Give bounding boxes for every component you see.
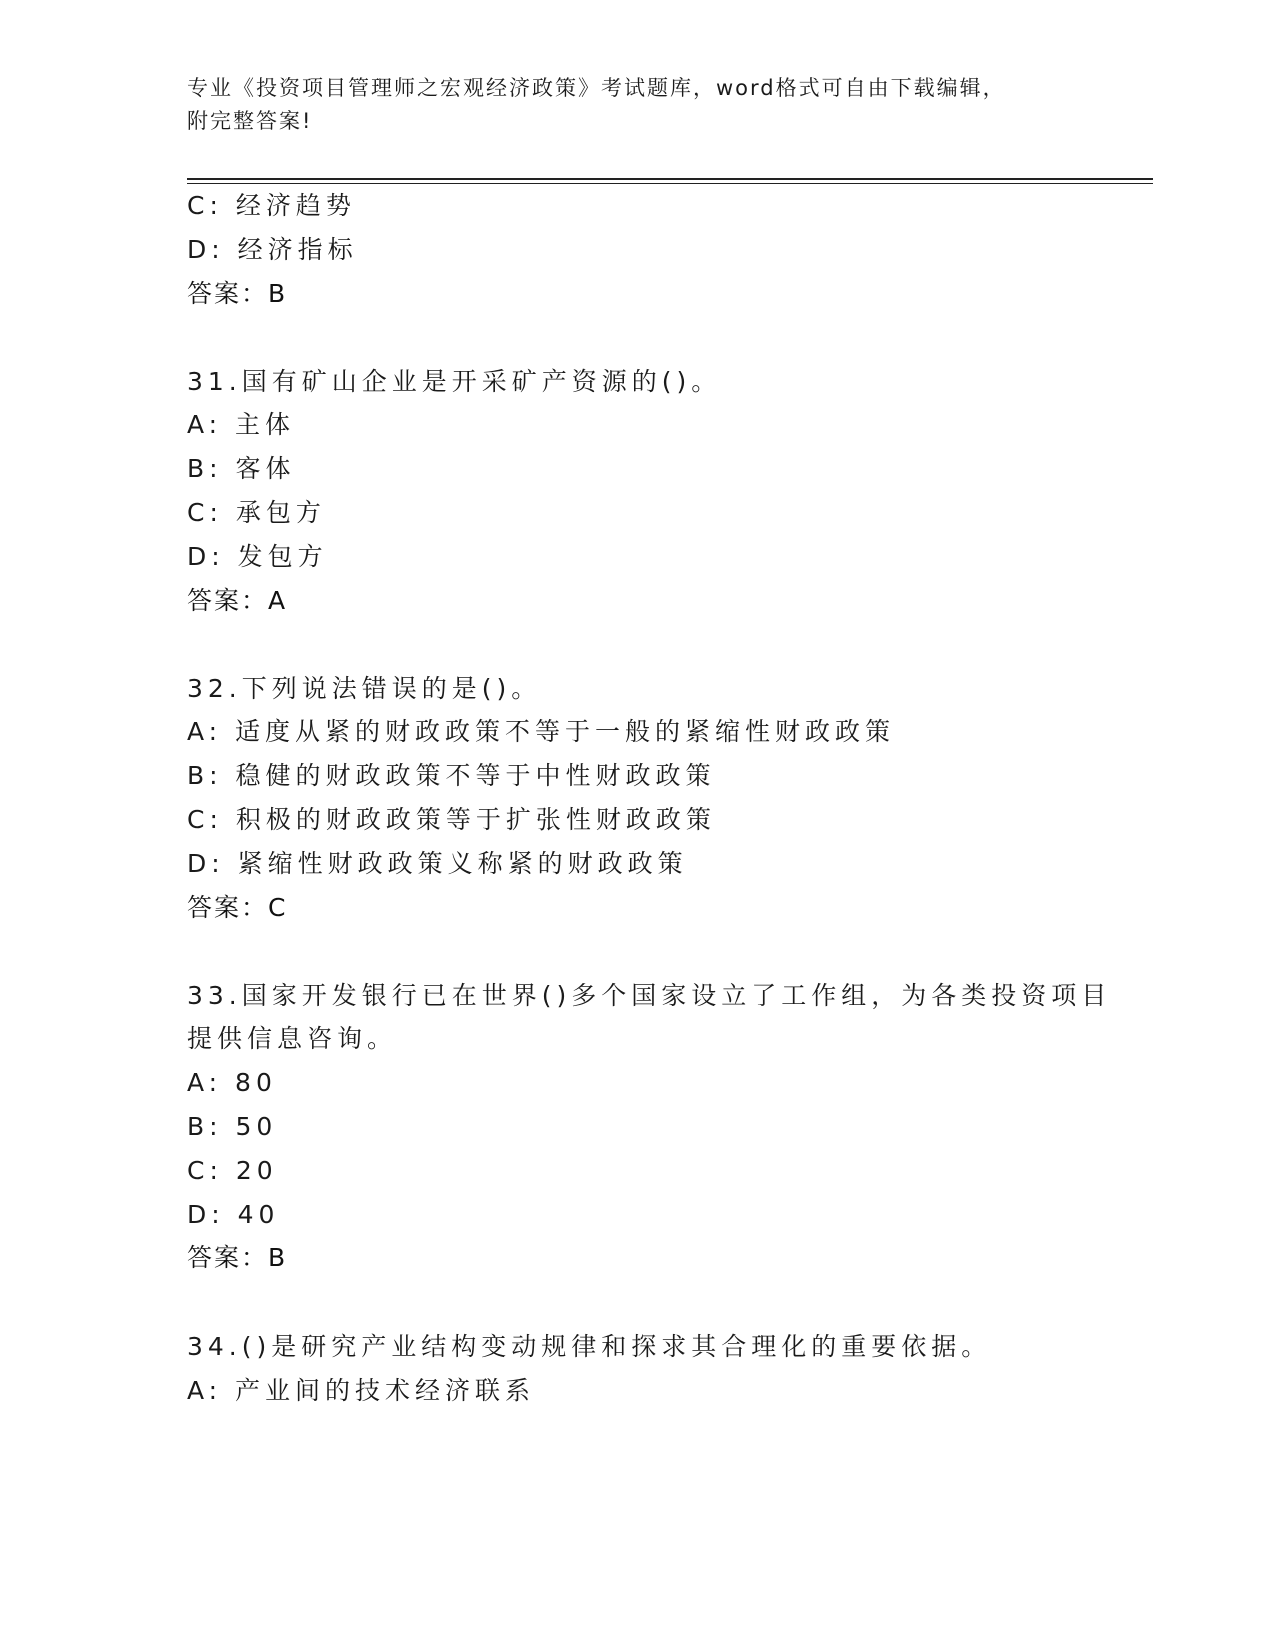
q32-answer: 答案：C	[187, 893, 288, 922]
q30-option-c: C: 经济趋势	[187, 191, 356, 220]
q32-option-c: C: 积极的财政政策等于扩张性财政政策	[187, 805, 716, 834]
q32-option-b: B: 稳健的财政政策不等于中性财政政策	[187, 761, 716, 790]
q31-option-b: B: 客体	[187, 454, 296, 483]
document-header	[187, 72, 1067, 138]
q31-option-d: D: 发包方	[187, 542, 328, 571]
q31-option-a: A: 主体	[187, 410, 296, 439]
q31-stem: 31.国有矿山企业是开采矿产资源的()。	[187, 367, 722, 396]
q32-option-d: D: 紧缩性财政政策义称紧的财政政策	[187, 849, 688, 878]
q33-stem-line-1: 33.国家开发银行已在世界()多个国家设立了工作组，为各类投资项目	[187, 981, 1112, 1010]
q32-option-a: A: 适度从紧的财政政策不等于一般的紧缩性财政政策	[187, 717, 896, 746]
q30-answer: 答案：B	[187, 279, 288, 308]
q33-option-c: C: 20	[187, 1156, 278, 1185]
q31-answer: 答案：A	[187, 586, 288, 615]
header-line-2: 附完整答案!	[187, 109, 313, 133]
q33-stem-line-2: 提供信息咨询。	[187, 1024, 398, 1053]
q33-option-b: B: 50	[187, 1112, 278, 1141]
q32-stem: 32.下列说法错误的是()。	[187, 674, 542, 703]
q33-option-a: A: 80	[187, 1068, 277, 1097]
header-line-1: 专业《投资项目管理师之宏观经济政策》考试题库，word格式可自由下载编辑，	[187, 76, 1006, 100]
q34-option-a: A: 产业间的技术经济联系	[187, 1376, 536, 1405]
q30-option-d: D: 经济指标	[187, 235, 358, 264]
header-rule-thin	[187, 183, 1153, 184]
q33-answer: 答案：B	[187, 1243, 288, 1272]
q31-option-c: C: 承包方	[187, 498, 326, 527]
q34-stem: 34.()是研究产业结构变动规律和探求其合理化的重要依据。	[187, 1332, 992, 1361]
header-rule-thick	[187, 178, 1153, 180]
q33-option-d: D: 40	[187, 1200, 280, 1229]
